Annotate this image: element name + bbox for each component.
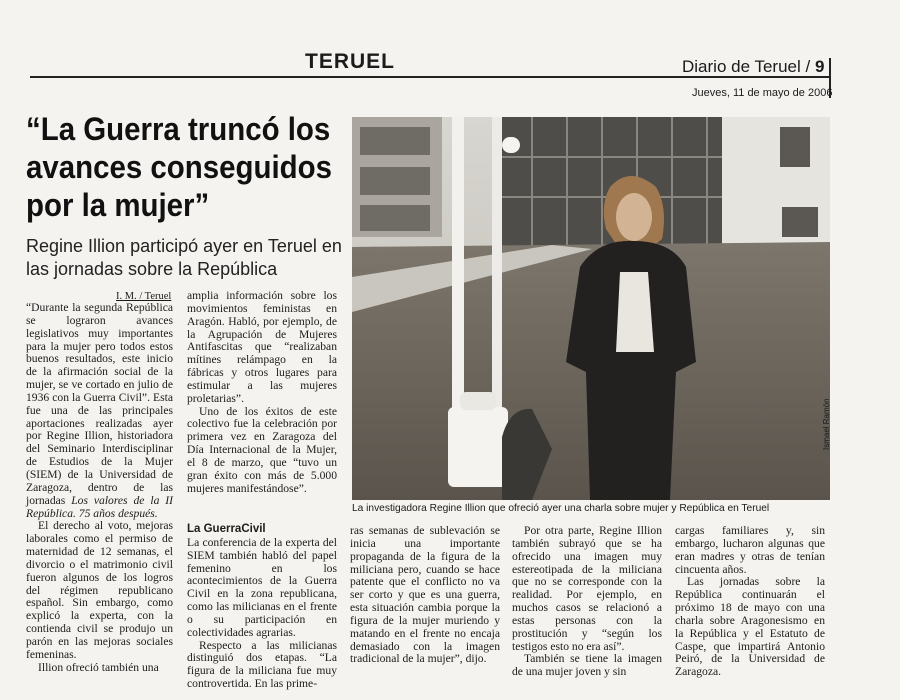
paragraph: Illion ofreció también una — [38, 660, 159, 674]
paragraph: amplia información sobre los movimientos feministas en Aragón. Habló, por ejemplo, de la Agrupación de Mujeres Antifascitas que “realizaban mítines relámpago en la fábricas y otros lugares para estimular a las mujeres proletarias”. — [187, 289, 337, 405]
paragraph: La conferencia de la experta del SIEM también habló del papel femenino en los acontecimientos de la Guerra Civil en la zona republicana, como las milicianas en el frente o su participación en colectividades agrarias. — [187, 535, 337, 639]
byline: I. M. / Teruel — [116, 291, 172, 302]
jornadas-title: Los valores de la II República. 75 años después. — [26, 493, 173, 520]
paragraph: “Durante la segunda República se lograron avances legislativos muy importantes para la mujer pero todos estos buenos resultados, este inicio de la afirmación social de la mujer, se ve cortado en julio de 1936 con la Guerra Civil”. Esta fue una de las principales aportaciones realizadas ayer por Regine Illion, historiadora del Seminario Interdisciplinar de Estudios de la Mujer (SIEM) de la Universidad de Zaragoza, dentro de las jornadas Los valores de la II República. 75 años después. — [26, 301, 173, 520]
photo-caption: La investigadora Regine Illion que ofreció ayer una charla sobre mujer y República en Teruel — [352, 503, 770, 514]
headline: “La Guerra truncó los avances conseguidos por la mujer” — [26, 111, 332, 223]
paragraph: El derecho al voto, mejoras laborales como el permiso de maternidad de 12 semanas, el divorcio o el matrimonio civil fueron algunos de los logros del régimen republicano español. Sin embargo, como explicó la experta, con la contienda civil se produjo un parón en las mejoras sociales femeninas. — [26, 519, 173, 661]
paragraph: ras semanas de sublevación se inicia una importante propaganda de la figura de la miliciana pero, cuando se hace patente que el conflicto no va ser corto y que es una guerra, esta situación cambia porque la figura de la mujer muriendo y matando en el frente no encaja demasiado con la imagen tradicional de la mujer”, dijo. — [350, 524, 500, 666]
paper-name: Diario de Teruel — [682, 57, 801, 76]
paragraph: Por otra parte, Regine Illion también subrayó que se ha ofrecido una imagen muy estereotipada de la miliciana que no se corresponde con la realidad. Por ejemplo, en muchos casos se relacionó a estas personas con la prostitución y “según los testigos esto no era así”. — [512, 524, 662, 653]
paragraph: También se tiene la imagen de una mujer joven y sin — [512, 652, 662, 679]
article-column-5 — [675, 525, 825, 679]
section-subtitle: La GuerraCivil — [187, 523, 266, 535]
article-photo — [352, 117, 830, 500]
article-column-4 — [512, 525, 662, 679]
photo-credit: Ismael Ramón — [822, 398, 831, 450]
photo-illustration — [352, 117, 830, 500]
subheadline: Regine Illion participó ayer en Teruel en las jornadas sobre la República — [26, 236, 342, 279]
paragraph: cargas familiares y, sin embargo, lucharon algunas que eran madres y otras de tenían cincuenta años. — [675, 524, 825, 576]
newspaper-name: Diario de Teruel / 9 — [682, 57, 825, 76]
section-title: TERUEL — [305, 50, 395, 73]
paragraph: Uno de los éxitos de este colectivo fue la celebración por primera vez en Zaragoza del Día Internacional de la Mujer, el 8 de marzo, que “tuvo un gran éxito con más de 5.000 mujeres manifestándose”. — [187, 404, 337, 495]
article-column-2-lower — [187, 523, 337, 691]
article-column-1 — [26, 302, 173, 674]
paragraph: Respecto a las milicianas distinguió dos etapas. “La figura de la miliciana fue muy controvertida. En las prime- — [187, 638, 337, 691]
page-number: 9 — [814, 57, 825, 76]
article-column-3 — [350, 525, 500, 666]
article-column-2 — [187, 290, 337, 496]
paragraph: Las jornadas sobre la República continuarán el próximo 18 de mayo con una charla sobre Aragonesismo en la República y el Estatuto de Caspe, que impartirá Antonio Peiró, de la Universidad de Zaragoza. — [675, 575, 825, 679]
header-rule — [30, 76, 830, 78]
issue-date: Jueves, 11 de mayo de 2006 — [692, 87, 833, 99]
